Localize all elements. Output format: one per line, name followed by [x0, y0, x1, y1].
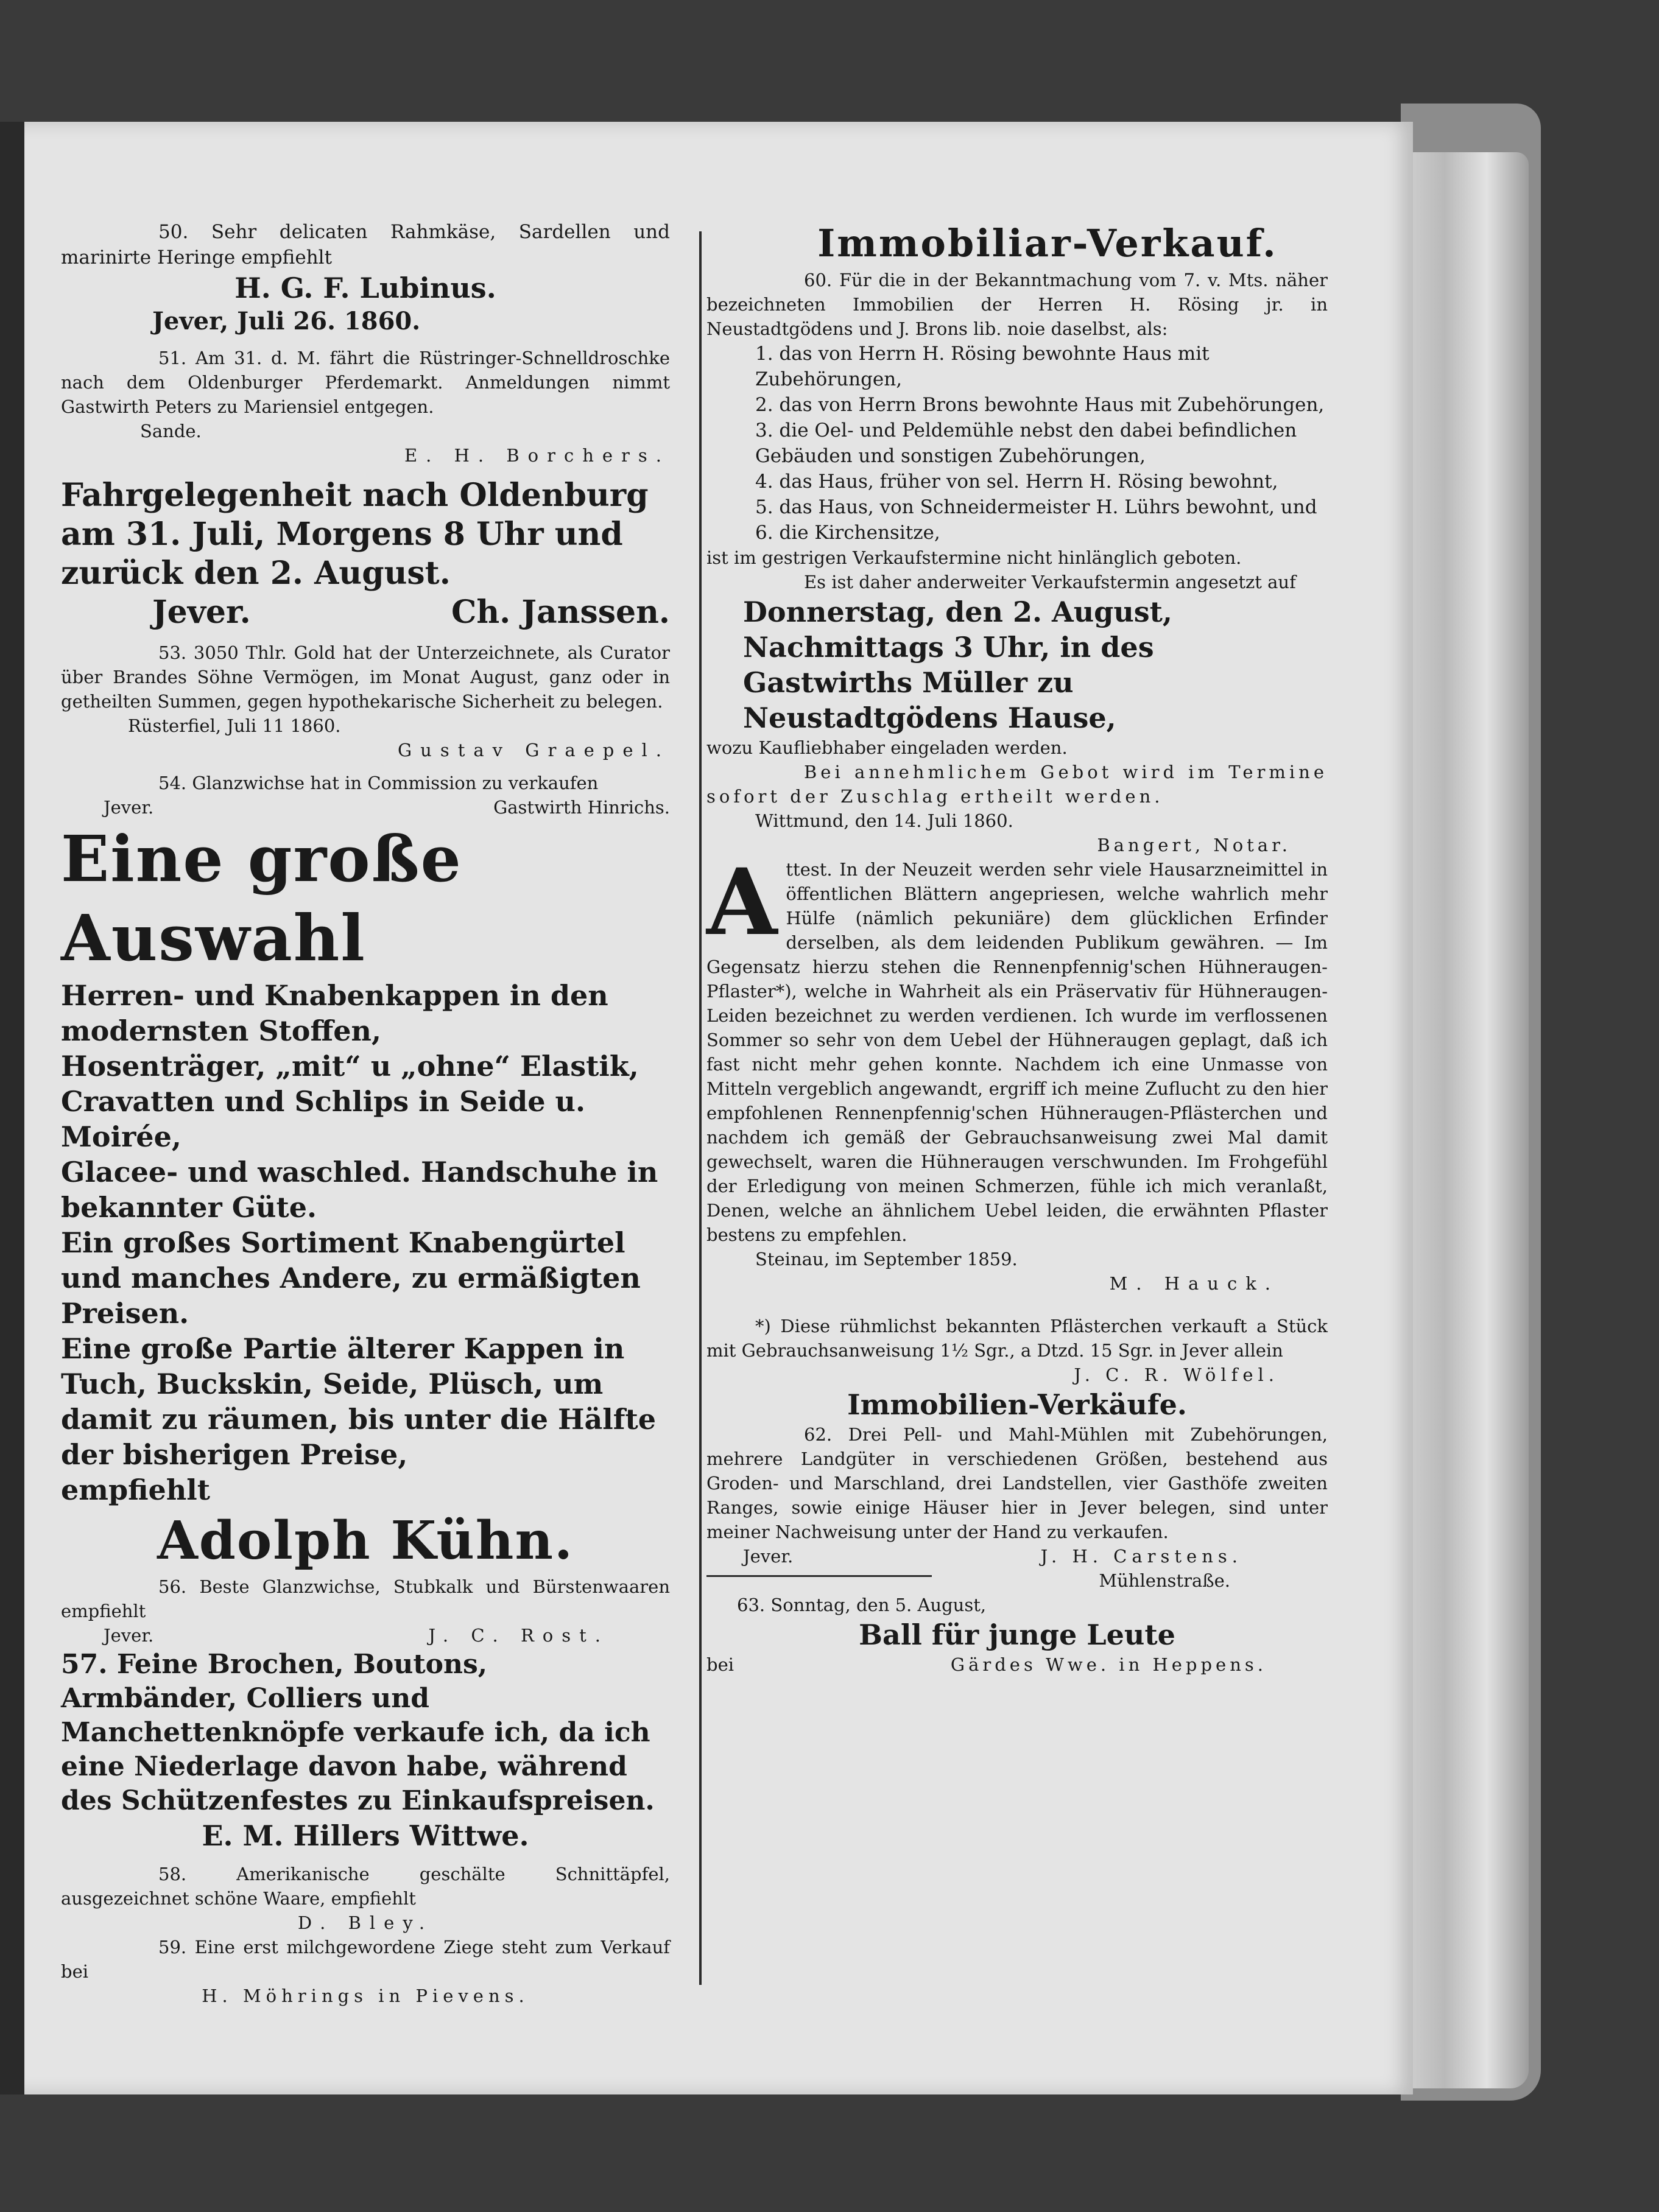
ad-text: 57. Feine Brochen, Boutons, Armbänder, Colliers und Manchettenknöpfe verkaufe ich, da ich eine Niederlage davon habe, während des Schützenfestes zu Einkaufspreisen. [61, 1649, 655, 1816]
attest-place-date: Steinau, im September 1859. [755, 1249, 1018, 1269]
drop-cap: A [706, 849, 778, 956]
attest-signer: M. Hauck. [1109, 1273, 1279, 1294]
ad-51 [61, 346, 670, 468]
ad-item: Eine große Partie älterer Kappen in Tuch, Buckskin, Seide, Plüsch, um damit zu räumen, bis unter die Hälfte der bisherigen Preise, [61, 1332, 657, 1471]
ad-set: Es ist daher anderweiter Verkaufstermin angesetzt auf [804, 572, 1296, 592]
ad-54 [61, 771, 670, 820]
ad-signer: Bangert, Notar. [1097, 835, 1291, 855]
ad-place-date: Wittmund, den 14. Juli 1860. [755, 810, 1013, 831]
ad-signer: Gustav Graepel. [398, 740, 670, 760]
ad-intro: 60. Für die in der Bekanntmachung vom 7. v. Mts. näher bezeichneten Immobilien der Herren H. Rösing jr. in Neustadtgödens und J. Brons lib. noie daselbst, als: [706, 270, 1328, 339]
right-column [706, 219, 1328, 1677]
ad-signer: Gastwirth Hinrichs. [493, 797, 670, 818]
ad-item: Glacee- und waschled. Handschuhe in bekannter Güte. [61, 1156, 658, 1224]
ad-text: 63. Sonntag, den 5. August, [737, 1595, 987, 1615]
ad-text: 56. Beste Glanzwichse, Stubkalk und Bürstenwaaren empfiehlt [61, 1576, 670, 1621]
ad-line: am 31. Juli, Morgens 8 Uhr und [61, 516, 623, 553]
ad-text: 54. Glanzwichse hat in Commission zu verkaufen [158, 773, 599, 793]
ad-signer: D. Bley. [297, 1912, 434, 1933]
ad-text: 51. Am 31. d. M. fährt die Rüstringer-Schnelldroschke nach dem Oldenburger Pferdemarkt. Anmeldungen nimmt Gastwirth Peters zu Mariensiel entgegen. [61, 348, 670, 417]
ad-place: Jever. [743, 1546, 794, 1567]
ad-text: 59. Eine erst milchgewordene Ziege steht zum Verkauf bei [61, 1937, 670, 1982]
footnote [706, 1314, 1328, 1387]
ad-place: Sande. [140, 421, 202, 441]
ad-item: Herren- und Knabenkappen in den modernsten Stoffen, [61, 979, 608, 1047]
ad-place: Jever. [104, 797, 154, 818]
ad-signer: E. H. Borchers. [404, 445, 670, 466]
footnote-rule [706, 1575, 932, 1577]
ad-signer: Adolph Kühn. [157, 1510, 574, 1571]
ad-prefix: bei [706, 1654, 734, 1675]
column-divider [699, 231, 702, 1985]
ad-clause: Bei annehmlichem Gebot wird im Termine sofort der Zuschlag ertheilt werden. [706, 762, 1328, 807]
left-column [61, 219, 670, 2008]
ad-line: Fahrgelegenheit nach Oldenburg [61, 477, 649, 514]
attest-text: ttest. In der Neuzeit werden sehr viele Hausarzneimittel in öffentlichen Blättern angepriesen, welche wahrlich mehr Hülfe (nämlich pekuniäre) dem glücklichen Erfinder derselben, als dem leidenden Publikum gewähren. — Im Gegensatz hierzu stehen die Rennenpfennig'schen Hühneraugen-Pflaster*), welche in Wahrheit als ein Präservativ für Hühneraugen-Leiden bezeichnet zu werden verdienen. Ich wurde im verflossenen Sommer so sehr von dem Uebel der Hühneraugen geplagt, daß ich fast nicht mehr gehen konnte. Nachdem ich eine Unmasse von Mitteln vergeblich angewandt, ergriff ich meine Zuflucht zu den hier empfohlenen Rennenpfennig'schen Hühneraugen-Pflästerchen und nachdem ich gemäß der Gebrauchsanweisung zwei Mal damit gewechselt, waren die Hühneraugen verschwunden. Im Frohgefühl der Erledigung von meinen Schmerzen, fühle ich mich veranlaßt, Denen, welche an ähnlichem Uebel leiden, die erwähnten Pflaster bestens zu empfehlen. [706, 859, 1328, 1245]
ad-place: Jever. [152, 594, 251, 631]
ad-53 [61, 641, 670, 762]
section-heading: Immobiliar-Verkauf. [817, 221, 1278, 265]
section-heading-2: Immobilien-Verkäufe. [847, 1388, 1187, 1421]
ad-59 [61, 1935, 670, 2008]
ad-date-bold: Donnerstag, den 2. August, Nachmittags 3 Uhr, in des Gastwirths Müller zu Neustadtgödens Hause, [743, 595, 1172, 734]
list-item: 6. die Kirchensitze, [755, 522, 940, 544]
ad-item: Hosenträger, „mit“ u „ohne“ Elastik, [61, 1050, 639, 1083]
list-item: 5. das Haus, von Schneidermeister H. Lührs bewohnt, und [755, 496, 1317, 518]
list-item: 4. das Haus, früher von sel. Herrn H. Rösing bewohnt, [755, 471, 1278, 493]
ad-signer: E. M. Hillers Wittwe. [202, 1819, 529, 1852]
ad-headline: Eine große Auswahl [61, 821, 462, 975]
ad-signer: J. C. Rost. [428, 1625, 609, 1646]
ad-bold: Ball für junge Leute [859, 1618, 1175, 1651]
ad-63 [706, 1593, 1328, 1677]
footnote-text: *) Diese rühmlichst bekannten Pflästerchen verkauft a Stück mit Gebrauchsanweisung 1½ Sgr., a Dtzd. 15 Sgr. in Jever allein [706, 1316, 1328, 1361]
ad-signer: H. G. F. Lubinus. [234, 272, 496, 304]
ad-signer: H. Möhrings in Pievens. [202, 1986, 529, 2006]
list-item: 2. das von Herrn Brons bewohnte Haus mit Zubehörungen, [755, 394, 1325, 416]
ad-57 [61, 1648, 670, 1853]
list-item: 1. das von Herrn H. Rösing bewohnte Haus mit Zubehörungen, [755, 343, 1210, 390]
ad-place-date: Rüsterfiel, Juli 11 1860. [128, 715, 341, 736]
ad-item: Ein großes Sortiment Knabengürtel und manches Andere, zu ermäßigten Preisen. [61, 1226, 641, 1330]
ad-50 [61, 219, 670, 337]
ad-62 [706, 1422, 1328, 1593]
ad-text: 58. Amerikanische geschälte Schnittäpfel, ausgezeichnet schöne Waare, empfiehlt [61, 1864, 670, 1909]
ad-invite: wozu Kaufliebhaber eingeladen werden. [706, 737, 1068, 758]
ad-signer: Ch. Janssen. [451, 594, 670, 631]
ad-text: 62. Drei Pell- und Mahl-Mühlen mit Zubehörungen, mehrere Landgüter in verschiedenen Größen, bestehend aus Groden- und Marschland, drei Landstellen, vier Gasthöfe zweiten Ranges, sowie einige Häuser hier in Jever belegen, sind unter meiner Nachweisung unter der Hand zu verkaufen. [706, 1424, 1328, 1542]
footnote-signer: J. C. R. Wölfel. [1074, 1364, 1279, 1385]
ad-line: zurück den 2. August. [61, 555, 451, 592]
ad-place-date: Jever, Juli 26. 1860. [152, 307, 421, 335]
ad-street: Mühlenstraße. [1099, 1570, 1230, 1591]
ad-closing: empfiehlt [61, 1473, 210, 1506]
list-item: 3. die Oel- und Peldemühle nebst den dabei befindlichen Gebäuden und sonstigen Zubehörungen, [755, 420, 1297, 467]
ad-56 [61, 1575, 670, 1648]
ad-58 [61, 1862, 670, 1935]
ad-item: Cravatten und Schlips in Seide u. Moirée, [61, 1085, 585, 1153]
ad-52 [61, 476, 670, 632]
ad-after: ist im gestrigen Verkaufstermine nicht hinlänglich geboten. [706, 547, 1242, 568]
ad-55 [61, 820, 670, 1575]
ad-place: Jever. [104, 1625, 154, 1646]
ad-text: 53. 3050 Thlr. Gold hat der Unterzeichnete, als Curator über Brandes Söhne Vermögen, im Monat August, ganz oder in getheilten Summen, gegen hypothekarische Sicherheit zu belegen. [61, 642, 670, 712]
ad-signer: Gärdes Wwe. in Heppens. [950, 1654, 1267, 1675]
ad-60 [706, 268, 1328, 857]
ad-text: 50. Sehr delicaten Rahmkäse, Sardellen und marinirte Heringe empfiehlt [61, 221, 670, 269]
attest [706, 849, 1328, 1296]
ad-signer: J. H. Carstens. [1040, 1546, 1242, 1567]
book-spine [0, 122, 24, 2094]
